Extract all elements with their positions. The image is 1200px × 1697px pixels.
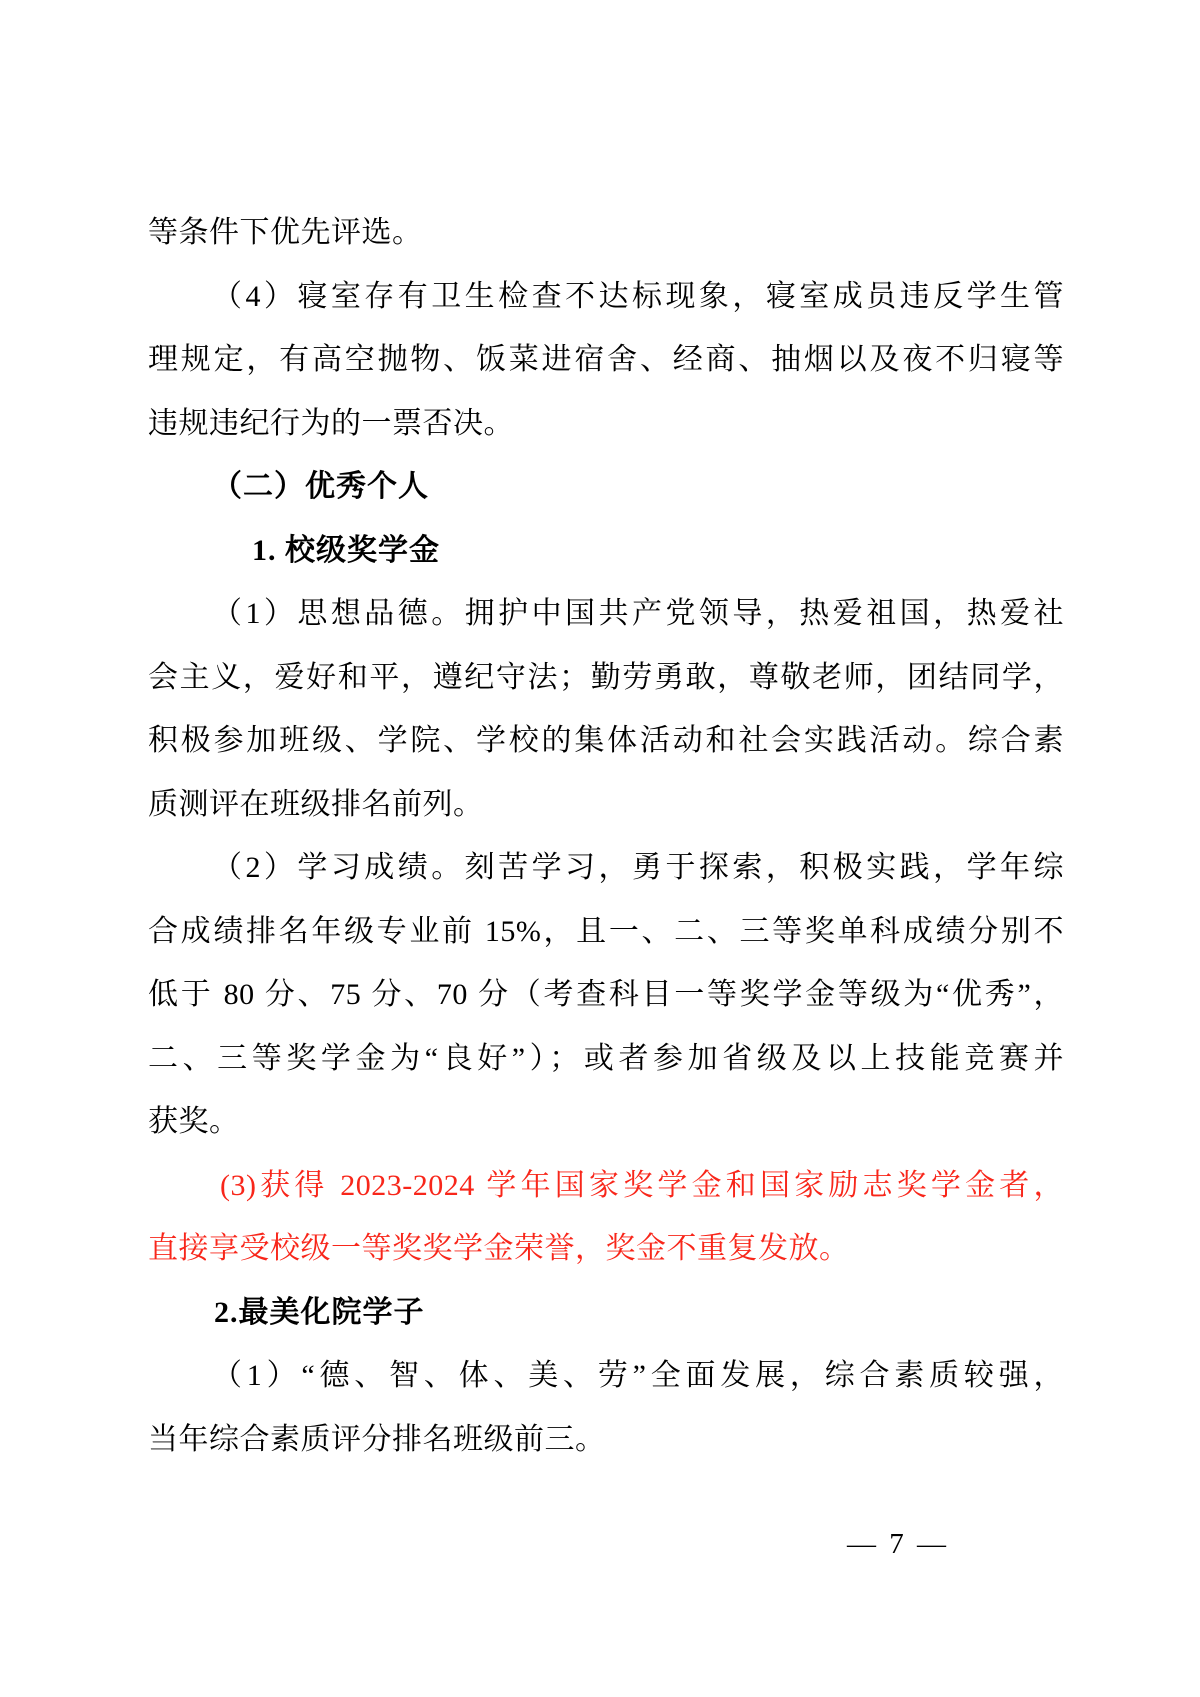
paragraph-line: 二、三等奖学金为“良好”）；或者参加省级及以上技能竞赛并	[148, 1041, 1064, 1075]
paragraph-line: 理规定，有高空抛物、饭菜进宿舍、经商、抽烟以及夜不归寝等	[148, 343, 1064, 376]
paragraph-line-red: 直接享受校级一等奖奖学金荣誉，奖金不重复发放。	[148, 1232, 850, 1265]
paragraph-line: （1）“德、智、体、美、劳”全面发展，综合素质较强，	[212, 1359, 1064, 1392]
page-number: — 7 —	[847, 1528, 949, 1560]
paragraph-line: 低于 80 分、75 分、70 分（考查科目一等奖学金等级为“优秀”，	[148, 978, 1064, 1011]
paragraph-line: 违规违纪行为的一票否决。	[148, 406, 514, 440]
paragraph-line: 质测评在班级排名前列。	[148, 787, 484, 821]
heading-best-college-student: 2.最美化院学子	[214, 1295, 425, 1329]
heading-excellent-individual: （二）优秀个人	[212, 470, 429, 503]
paragraph-line: 积极参加班级、学院、学校的集体活动和社会实践活动。综合素	[148, 724, 1064, 757]
paragraph-line: （2）学习成绩。刻苦学习，勇于探索，积极实践，学年综	[212, 851, 1064, 884]
paragraph-line: （1）思想品德。拥护中国共产党领导，热爱祖国，热爱社	[212, 597, 1064, 630]
heading-school-scholarship: 1. 校级奖学金	[252, 533, 440, 567]
document-body	[148, 201, 1064, 1471]
paragraph-line: 当年综合素质评分排名班级前三。	[148, 1422, 606, 1456]
paragraph-line: 等条件下优先评选。	[148, 216, 423, 249]
paragraph-line: 获奖。	[148, 1105, 240, 1138]
paragraph-line: 会主义，爱好和平，遵纪守法；勤劳勇敢，尊敬老师，团结同学，	[148, 660, 1064, 694]
paragraph-line-red: (3)获得 2023-2024 学年国家奖学金和国家励志奖学金者，	[220, 1168, 1064, 1202]
paragraph-line: 合成绩排名年级专业前 15%，且一、二、三等奖单科成绩分别不	[148, 914, 1064, 948]
paragraph-line: （4）寝室存有卫生检查不达标现象，寝室成员违反学生管	[212, 279, 1064, 313]
